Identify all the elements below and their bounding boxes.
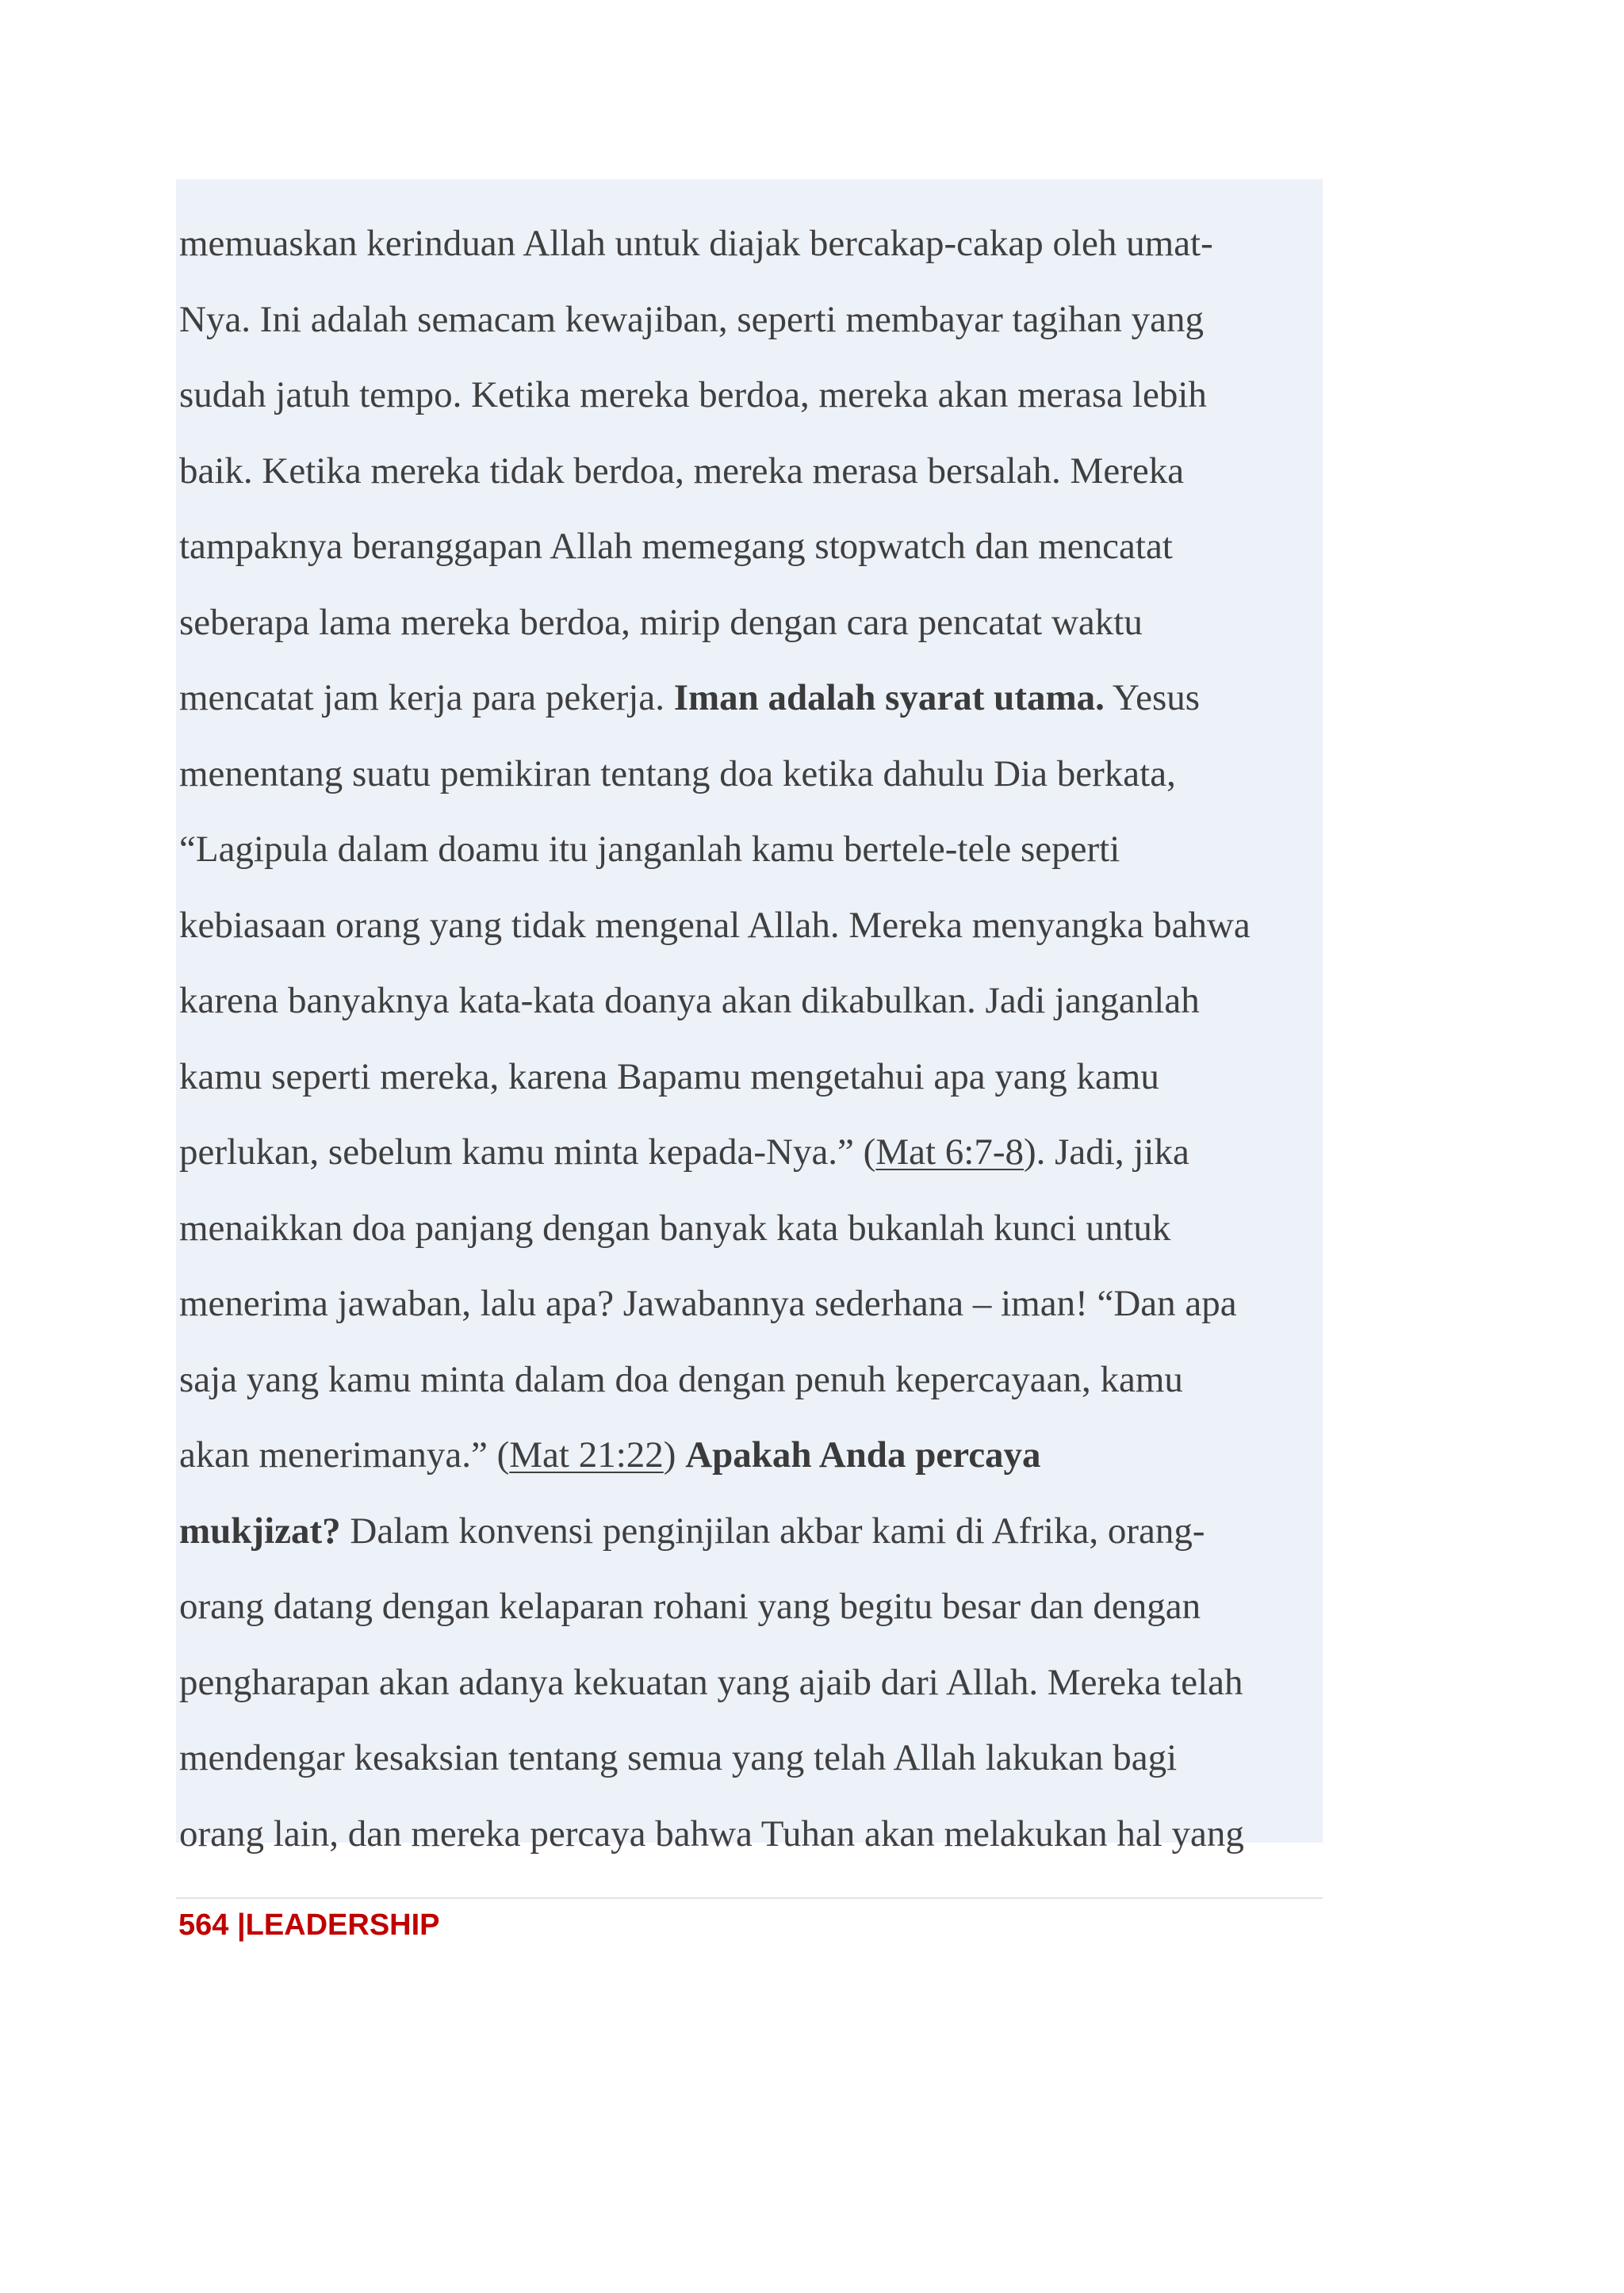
text-line-5: tampaknya beranggapan Allah memegang stopwatch dan mencatat	[179, 526, 1173, 567]
footer-section-title: LEADERSHIP	[245, 1908, 440, 1942]
text-line-20: pengharapan akan adanya kekuatan yang ajaib dari Allah. Mereka telah	[179, 1661, 1243, 1703]
text-line-8: menentang suatu pemikiran tentang doa ketika dahulu Dia berkata,	[179, 752, 1176, 794]
text-line-16: saja yang kamu minta dalam doa dengan penuh kepercayaan, kamu	[179, 1358, 1183, 1400]
page-number: 564	[178, 1908, 229, 1942]
text-line-10: kebiasaan orang yang tidak mengenal Allah. Mereka menyangka bahwa	[179, 904, 1251, 946]
scripture-link-mat-21-22[interactable]: Mat 21:22	[509, 1434, 664, 1476]
text-line-21: mendengar kesaksian tentang semua yang telah Allah lakukan bagi	[179, 1737, 1178, 1778]
text-line-7	[179, 660, 1323, 737]
bold-heading-iman: Iman adalah syarat utama.	[673, 677, 1105, 718]
text-line-11: karena banyaknya kata-kata doanya akan dikabulkan. Jadi janganlah	[179, 980, 1200, 1021]
text-line-15: menerima jawaban, lalu apa? Jawabannya sederhana – iman! “Dan apa	[179, 1283, 1237, 1324]
text-line-17-start: akan menerimanya.” (	[179, 1434, 510, 1476]
text-line-22: orang lain, dan mereka percaya bahwa Tuhan akan melakukan hal yang	[179, 1813, 1244, 1855]
text-line-17	[179, 1418, 1323, 1494]
text-line-1: memuaskan kerinduan Allah untuk diajak bercakap-cakap oleh umat-	[179, 223, 1213, 264]
text-line-17-mid: )	[663, 1434, 686, 1476]
text-line-18	[179, 1494, 1323, 1570]
text-line-13	[179, 1115, 1323, 1191]
bold-heading-mukjizat-start: Apakah Anda percaya	[685, 1434, 1041, 1476]
text-line-3: sudah jatuh tempo. Ketika mereka berdoa, mereka akan merasa lebih	[179, 374, 1207, 415]
text-line-7-end: Yesus	[1104, 677, 1201, 718]
text-line-13-end: ). Jadi, jika	[1023, 1131, 1189, 1173]
scripture-link-mat-6-7-8[interactable]: Mat 6:7-8	[875, 1131, 1024, 1173]
body-text-block	[176, 179, 1323, 1855]
text-line-19: orang datang dengan kelaparan rohani yang begitu besar dan dengan	[179, 1586, 1201, 1627]
text-line-4: baik. Ketika mereka tidak berdoa, mereka merasa bersalah. Mereka	[179, 450, 1185, 492]
text-line-6: seberapa lama mereka berdoa, mirip dengan cara pencatat waktu	[179, 601, 1143, 643]
footer-separator: |	[228, 1908, 246, 1942]
text-line-14: menaikkan doa panjang dengan banyak kata bukanlah kunci untuk	[179, 1207, 1171, 1249]
footer-divider	[176, 1897, 1323, 1899]
bold-heading-mukjizat-end: mukjizat?	[179, 1510, 341, 1552]
text-line-7-start: mencatat jam kerja para pekerja.	[179, 677, 674, 718]
text-line-18-end: Dalam konvensi penginjilan akbar kami di Afrika, orang-	[340, 1510, 1205, 1552]
text-line-2: Nya. Ini adalah semacam kewajiban, seperti membayar tagihan yang	[179, 298, 1204, 340]
text-line-13-start: perlukan, sebelum kamu minta kepada-Nya.” (	[179, 1131, 876, 1173]
text-line-9: “Lagipula dalam doamu itu janganlah kamu bertele-tele seperti	[179, 829, 1120, 870]
page-footer	[178, 1903, 440, 1947]
text-line-12: kamu seperti mereka, karena Bapamu mengetahui apa yang kamu	[179, 1055, 1159, 1097]
